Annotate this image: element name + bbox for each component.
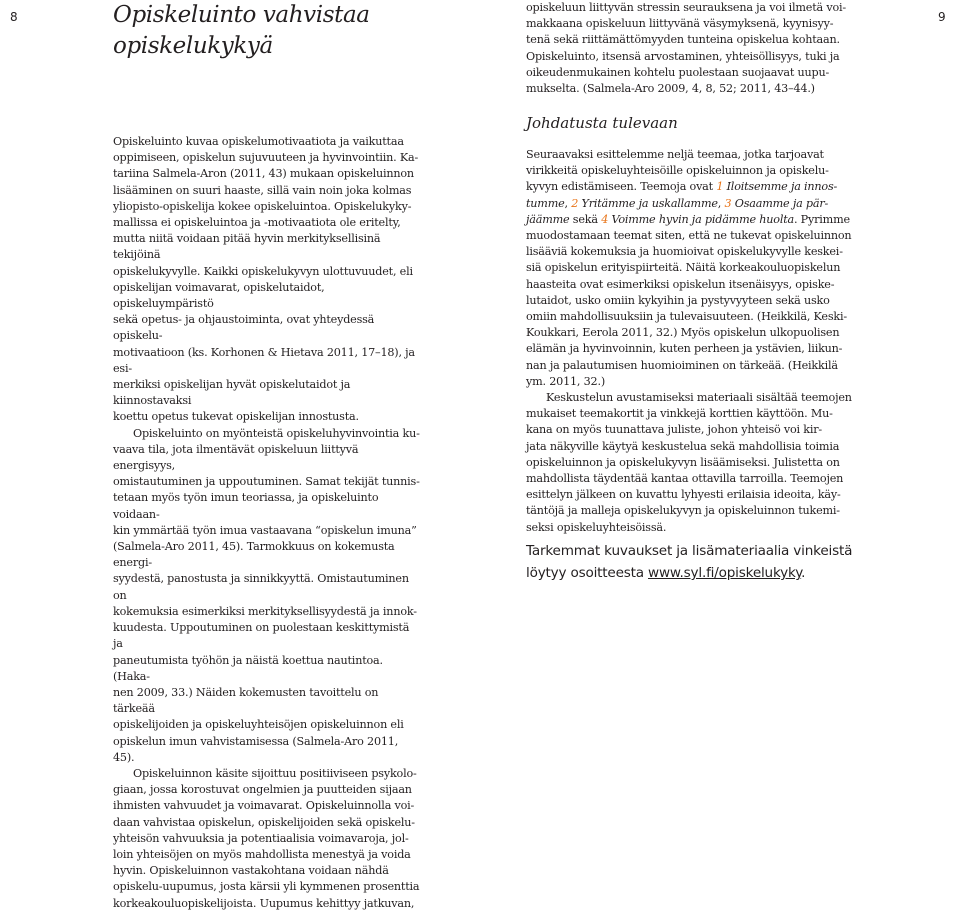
text-line: lutaidot, usko omiin kykyihin ja pystyvyyteen sekä usko xyxy=(526,293,830,307)
text-line: siä opiskelun erityispiirteitä. Näitä korkeakouluopiskelun xyxy=(526,261,841,275)
text-line: kin ymmärtää työn imua vastaavana “opiskelun imuna” xyxy=(113,523,417,537)
paragraph xyxy=(526,0,856,97)
text-line: omiin mahdollisuuksiin ja tulevaisuuteen. (Heikkilä, Keski- xyxy=(526,310,847,324)
text-line: opiskelukyvylle. Kaikki opiskelukyvyn ulottuvuudet, eli xyxy=(113,264,413,278)
conjunction: sekä xyxy=(569,212,602,226)
text-line: kuudesta. Uppoutuminen on puolestaan keskittymistä ja xyxy=(113,621,410,651)
text-line: yhteisön vahvuuksia ja potentiaalisia voimavaroja, jol- xyxy=(113,831,409,845)
text-line: sekä opetus- ja ohjaustoiminta, ovat yhteydessä opiskelu- xyxy=(113,313,375,343)
title-line-1: Opiskeluinto vahvistaa xyxy=(113,2,370,28)
p1-lines-a xyxy=(526,148,829,177)
left-paragraph-3 xyxy=(113,766,421,912)
text-line: Keskustelun avustamiseksi materiaali sisältää teemojen xyxy=(546,391,852,405)
text-line: esittelyn jälkeen on kuvattu lyhyesti erilaisia ideoita, käy- xyxy=(526,488,841,502)
text-line: Opiskeluinto, itsensä arvostaminen, yhteisöllisyys, tuki ja xyxy=(526,49,840,63)
text-line: mukselta. (Salmela-Aro 2009, 4, 8, 52; 2011, 43–44.) xyxy=(526,82,815,96)
text-line: opiskelijoiden ja opiskeluyhteisöjen opiskeluinnon eli xyxy=(113,718,404,732)
footer-line-2-suffix: . xyxy=(801,565,806,581)
theme-number-4: 4 xyxy=(601,212,609,226)
text-line: koettu opetus tukevat opiskelijan innostusta. xyxy=(113,410,359,424)
text-line: jata näkyville käytyä keskustelua sekä mahdollisia toimia xyxy=(526,439,840,453)
footer-link[interactable]: www.syl.fi/opiskelukyky xyxy=(648,565,802,581)
text-line: lisääminen on suuri haaste, sillä vain noin joka kolmas xyxy=(113,183,412,197)
separator: , xyxy=(564,196,572,210)
text-line: hyvin. Opiskeluinnon vastakohtana voidaan nähdä xyxy=(113,864,389,878)
page-number-right: 9 xyxy=(938,10,946,24)
theme-4-name: Voimme hyvin ja pidämme huolta xyxy=(608,212,794,226)
text-line: daan vahvistaa opiskelun, opiskelijoiden sekä opiskelu- xyxy=(113,815,415,829)
text-line: vaava tila, jota ilmentävät opiskeluun liittyvä energisyys, xyxy=(113,442,359,473)
theme-number-2: 2 xyxy=(571,196,579,210)
text-line: muodostamaan teemat siten, että ne tukevat opiskeluinnon xyxy=(526,229,852,243)
footer-line-2-prefix: löytyy osoitteesta xyxy=(526,565,649,581)
text-line: ym. 2011, 32.) xyxy=(526,374,605,388)
text-line: lisääviä kokemuksia ja huomioivat opiskelukyvylle keskei- xyxy=(526,245,843,259)
text-line: virikkeitä opiskeluyhteisöille opiskeluinnon ja opiskelu- xyxy=(526,164,829,178)
p1-line3-text: kyvyn edistämiseen. Teemoja ovat xyxy=(526,180,717,194)
footer-note xyxy=(526,540,866,584)
theme-3-name: Osaamme ja pär- xyxy=(731,196,829,210)
text-line: ihmisten vahvuudet ja voimavarat. Opiskeluinnolla voi- xyxy=(113,799,415,813)
text-line: mukaiset teemakortit ja vinkkejä korttien käyttöön. Mu- xyxy=(526,407,833,421)
theme-2-name: Yritämme ja uskallamme xyxy=(578,196,718,210)
text-line: Seuraavaksi esittelemme neljä teemaa, jotka tarjoavat xyxy=(526,148,824,161)
separator: , xyxy=(717,196,725,210)
text-line: korkeakouluopiskelijoista. Uupumus kehittyy jatkuvan, xyxy=(113,896,415,910)
page-number-left: 8 xyxy=(10,10,18,24)
text-line: omistautuminen ja uppoutuminen. Samat tekijät tunnis- xyxy=(113,475,420,489)
text-line: opiskelun imun vahvistamisessa (Salmela-Aro 2011, 45). xyxy=(113,734,399,764)
right-paragraph-2 xyxy=(526,390,856,536)
text-line: tenä sekä riittämättömyyden tunteina opiskelua kohtaan. xyxy=(526,33,840,47)
text-line: haasteita ovat esimerkiksi opiskelun itsenäisyys, opiske- xyxy=(526,277,835,291)
text-line: oppimiseen, opiskelun sujuvuuteen ja hyvinvointiin. Ka- xyxy=(113,151,419,165)
theme-number-3: 3 xyxy=(724,196,732,210)
text-line: opiskeluun liittyvän stressin seurauksena ja voi ilmetä voi- xyxy=(526,1,846,14)
top-right-text xyxy=(526,0,856,97)
text-line: opiskelijan voimavarat, opiskelutaidot, opiskeluympäristö xyxy=(113,280,325,311)
text-line: Opiskeluinto on myönteistä opiskeluhyvinvointia ku- xyxy=(133,426,420,440)
text-line: Opiskeluinnon käsite sijoittuu positiiviseen psykolo- xyxy=(133,766,417,780)
text-line: nan ja palautumisen huomioiminen on tärkeää. (Heikkilä xyxy=(526,358,838,372)
p1-lines-b xyxy=(526,229,851,388)
text-line: kokemuksia esimerkiksi merkityksellisyydestä ja innok- xyxy=(113,604,417,618)
text-line: elämän ja hyvinvoinnin, kuten perheen ja ystävien, liikun- xyxy=(526,342,843,356)
after-themes: . Pyrimme xyxy=(793,212,850,226)
theme-3-name-cont: jäämme xyxy=(526,212,570,226)
text-line: motivaatioon (ks. Korhonen & Hietava 2011, 17–18), ja esi- xyxy=(113,345,415,375)
text-line: nen 2009, 33.) Näiden kokemusten tavoittelu on tärkeää xyxy=(113,685,379,716)
text-line: paneutumista työhön ja näistä koettua nautintoa. (Haka- xyxy=(113,653,383,683)
text-line: oikeudenmukainen kohtelu puolestaan suojaavat uupu- xyxy=(526,65,830,79)
text-line: mallissa ei opiskeluintoa ja -motivaatiota ole eritelty, xyxy=(113,216,401,230)
footer-line-1: Tarkemmat kuvaukset ja lisämateriaalia vinkeistä xyxy=(526,543,853,559)
theme-1-name-cont: tumme xyxy=(526,196,565,210)
text-line: tetaan myös työn imun teoriassa, ja opiskeluinto voidaan- xyxy=(113,491,379,521)
text-line: täntöjä ja malleja opiskelukyvyn ja opiskeluinnon tukemi- xyxy=(526,504,840,518)
text-line: giaan, jossa korostuvat ongelmien ja puutteiden sijaan xyxy=(113,783,412,797)
text-line: mutta niitä voidaan pitää hyvin merkityksellisinä tekijöinä xyxy=(113,232,381,262)
page-title xyxy=(113,0,473,62)
text-line: makkaana opiskeluun liittyvänä väsymyksenä, kyynisyy- xyxy=(526,17,834,31)
text-line: kana on myös tuunattava juliste, johon yhteisö voi kir- xyxy=(526,423,822,437)
text-line: yliopisto-opiskelija kokee opiskeluintoa. Opiskelukyky- xyxy=(113,199,412,213)
text-line: opiskeluinnon ja opiskelukyvyn lisäämiseksi. Julistetta on xyxy=(526,455,840,469)
text-line: merkiksi opiskelijan hyvät opiskelutaidot ja kiinnostavaksi xyxy=(113,378,351,408)
theme-1-name: Iloitsemme ja innos- xyxy=(723,180,838,194)
text-line: (Salmela-Aro 2011, 45). Tarmokkuus on kokemusta energi- xyxy=(113,540,395,570)
left-paragraph-1 xyxy=(113,134,421,426)
text-line: syydestä, panostusta ja sinnikkyyttä. Omistautuminen on xyxy=(113,572,409,602)
text-line: loin yhteisöjen on myös mahdollista menestyä ja voida xyxy=(113,847,411,861)
text-line: mahdollista täydentää kantaa ottavilla tarroilla. Teemojen xyxy=(526,472,844,486)
section-subheading: Johdatusta tulevaan xyxy=(526,114,678,132)
text-line: Koukkari, Eerola 2011, 32.) Myös opiskelun ulkopuolisen xyxy=(526,326,840,340)
text-line: seksi opiskeluyhteisöissä. xyxy=(526,520,667,534)
left-column xyxy=(113,134,421,912)
text-line: tariina Salmela-Aron (2011, 43) mukaan opiskeluinnon xyxy=(113,167,414,181)
text-line: opiskelu-uupumus, josta kärsii yli kymmenen prosenttia xyxy=(113,880,420,894)
right-column xyxy=(526,147,856,536)
right-paragraph-1 xyxy=(526,147,856,390)
theme-number-1: 1 xyxy=(716,180,724,194)
title-line-2: opiskelukykyä xyxy=(113,33,273,59)
left-paragraph-2 xyxy=(113,426,421,766)
text-line: Opiskeluinto kuvaa opiskelumotivaatiota ja vaikuttaa xyxy=(113,135,404,148)
